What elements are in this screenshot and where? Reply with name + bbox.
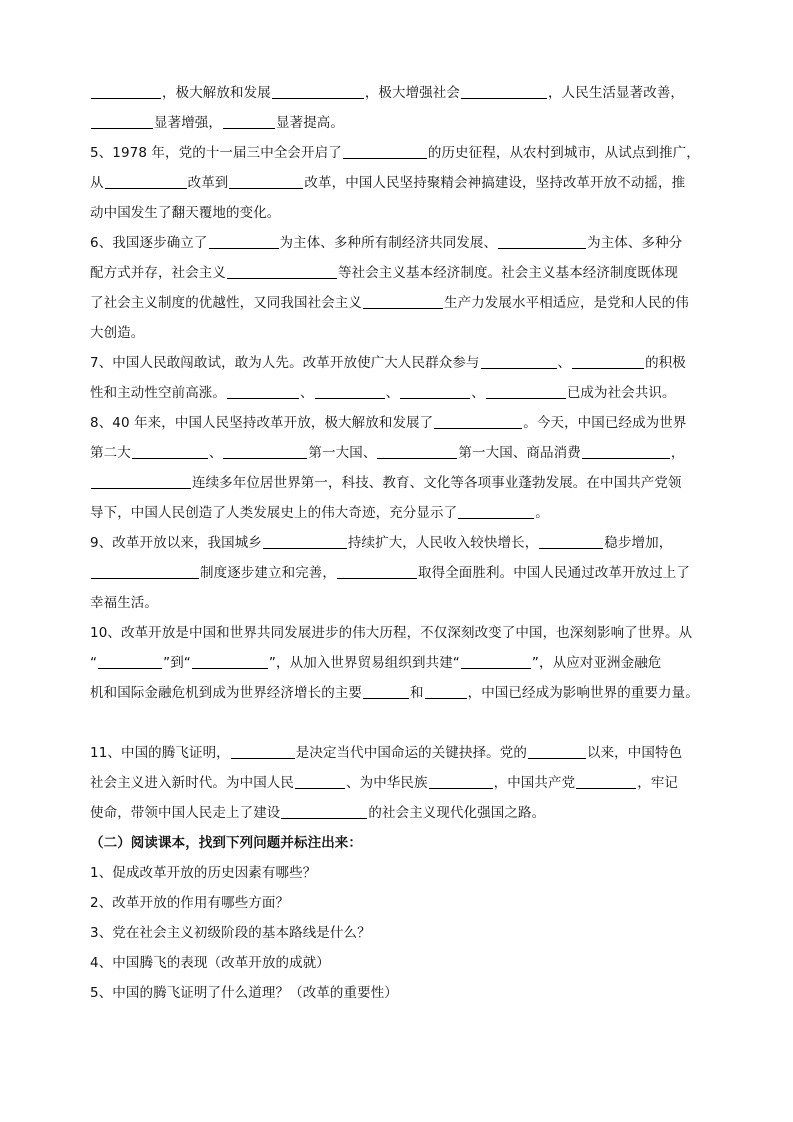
item-line [90, 768, 706, 798]
answer-blank[interactable] [576, 774, 636, 789]
item-text: 、 [208, 445, 223, 461]
item-text: ，极大增强社会 [364, 85, 461, 101]
answer-blank[interactable] [227, 384, 299, 399]
item-text: 生产力发展水平相适应，是党和人民的伟 [444, 295, 689, 311]
item-line [90, 588, 706, 618]
answer-blank[interactable] [434, 414, 522, 429]
answer-blank[interactable] [486, 384, 566, 399]
item-text: 7、中国人民敢闯敢试，敢为人先。改革开放使广大人民群众参与 [90, 355, 480, 371]
item-line [90, 168, 706, 198]
item-text: 导下，中国人民创造了人类发展史上的伟大奇迹，充分显示了 [90, 505, 458, 521]
item-text: 、 [471, 385, 485, 401]
item-line [90, 318, 706, 348]
item-text: 改革，中国人民坚持聚精会神搞建设，坚持改革开放不动摇，推 [304, 175, 686, 191]
item-line [90, 198, 706, 228]
answer-blank[interactable] [105, 174, 187, 189]
answer-blank[interactable] [498, 234, 586, 249]
fill-in-item [90, 738, 706, 828]
answer-blank[interactable] [98, 654, 162, 669]
answer-blank[interactable] [343, 144, 427, 159]
answer-blank[interactable] [227, 264, 337, 279]
item-text: 、为中华民族 [346, 775, 428, 791]
answer-blank[interactable] [461, 84, 547, 99]
item-text: 幸福生活。 [90, 595, 158, 611]
item-line [90, 798, 706, 828]
section-heading: （二）阅读课本，找到下列问题并标注出来： [90, 835, 362, 851]
item-line [90, 678, 706, 708]
item-line [90, 738, 706, 768]
item-line [90, 438, 706, 468]
answer-blank[interactable] [192, 654, 268, 669]
item-text: 的社会主义现代化强国之路。 [368, 805, 546, 821]
answer-blank[interactable] [295, 774, 345, 789]
item-text: 连续多年位居世界第一，科技、教育、文化等各项事业蓬勃发展。在中国共产党领 [192, 475, 682, 491]
item-text: 、 [385, 385, 400, 401]
item-text: ， [670, 445, 685, 461]
item-text: 从 [90, 175, 104, 191]
item-text: 制度逐步建立和完善， [200, 565, 336, 581]
answer-blank[interactable] [229, 174, 303, 189]
item-text: 5、1978 年，党的十一届三中全会开启了 [90, 145, 342, 161]
fill-in-item [90, 618, 706, 708]
item-text: 的历史征程，从农村到城市，从试点到推广， [427, 145, 700, 161]
answer-blank[interactable] [363, 294, 443, 309]
item-text: ，极大解放和发展 [162, 85, 271, 101]
item-text: 使命，带领中国人民走上了建设 [90, 805, 281, 821]
answer-blank[interactable] [223, 114, 275, 129]
question-item: 2、改革开放的作用有哪些方面？ [90, 895, 290, 911]
answer-blank[interactable] [425, 684, 467, 699]
fill-in-blank-items [90, 78, 706, 828]
item-text: 性和主动性空前高涨。 [90, 385, 226, 401]
question-item: 3、党在社会主义初级阶段的基本路线是什么？ [90, 925, 371, 941]
item-line [90, 288, 706, 318]
item-text: 。 [535, 505, 549, 521]
answer-blank[interactable] [231, 744, 295, 759]
item-line [90, 78, 706, 108]
item-text: 的积极 [645, 355, 686, 371]
item-line [90, 258, 706, 288]
item-line [90, 468, 706, 498]
item-text: ，中国已经成为影响世界的重要力量。 [467, 685, 699, 701]
item-text: 取得全面胜利。中国人民通过改革开放过上了 [418, 565, 690, 581]
item-text: 动中国发生了翻天覆地的变化。 [90, 205, 281, 221]
question-item: 4、中国腾飞的表现（改革开放的成就） [90, 955, 330, 971]
item-line [90, 618, 706, 648]
item-text: 大创造。 [90, 325, 145, 341]
item-line [90, 408, 706, 438]
item-text: “ [90, 655, 98, 671]
item-text: 10、改革开放是中国和世界共同发展进步的伟大历程，不仅深刻改变了中国，也深刻影响了世界。从 [90, 625, 693, 641]
item-text: 6、我国逐步确立了 [90, 235, 208, 251]
answer-blank[interactable] [458, 504, 534, 519]
answer-blank[interactable] [337, 564, 417, 579]
item-text: 显著提高。 [276, 115, 344, 131]
answer-blank[interactable] [363, 684, 409, 699]
question-item: 1、促成改革开放的历史因素有哪些？ [90, 865, 317, 881]
answer-blank[interactable] [223, 444, 307, 459]
fill-in-item [90, 348, 706, 408]
answer-blank[interactable] [272, 84, 364, 99]
item-text: 第一大国、商品消费 [458, 445, 581, 461]
fill-in-item [90, 78, 706, 138]
item-text: 稳步增加， [604, 535, 673, 551]
fill-in-item [90, 408, 706, 528]
answer-blank[interactable] [528, 744, 586, 759]
answer-blank[interactable] [429, 774, 493, 789]
answer-blank[interactable] [281, 804, 367, 819]
item-text: 社会主义进入新时代。为中国人民 [90, 775, 294, 791]
item-text: ”，从加入世界贸易组织到共建“ [268, 655, 460, 671]
item-line [90, 108, 706, 138]
item-text: 改革到 [187, 175, 229, 191]
item-text: 机和国际金融危机到成为世界经济增长的主要 [90, 685, 362, 701]
question-item: 5、中国的腾飞证明了什么道理？（改革的重要性） [90, 985, 398, 1001]
item-text: 是决定当代中国命运的关键抉择。党的 [295, 745, 527, 761]
answer-blank[interactable] [91, 114, 153, 129]
answer-blank[interactable] [582, 444, 670, 459]
item-text: 为主体、多种所有制经济共同发展、 [279, 235, 498, 251]
paragraph-spacer [90, 708, 706, 738]
item-text: 以来，中国特色 [586, 745, 683, 761]
item-line [90, 648, 706, 678]
item-text: 配方式并存，社会主义 [90, 265, 226, 281]
item-text: ”到“ [163, 655, 191, 671]
item-text: 等社会主义基本经济制度。社会主义基本经济制度既体现 [338, 265, 678, 281]
item-text: 。今天，中国已经成为世界 [523, 415, 687, 431]
item-text: ，人民生活显著改善， [548, 85, 685, 101]
answer-blank[interactable] [209, 234, 279, 249]
answer-blank[interactable] [377, 444, 457, 459]
item-text: 持续扩大，人民收入较快增长， [347, 535, 539, 551]
answer-blank[interactable] [572, 354, 644, 369]
item-text: 第一大国、 [308, 445, 377, 461]
item-text: 9、改革开放以来，我国城乡 [90, 535, 262, 551]
item-text: 了社会主义制度的优越性，又同我国社会主义 [90, 295, 362, 311]
item-line [90, 498, 706, 528]
answer-blank[interactable] [263, 534, 347, 549]
answer-blank[interactable] [91, 474, 191, 489]
item-text: 已成为社会共识。 [566, 385, 676, 401]
answer-blank[interactable] [481, 354, 557, 369]
answer-blank[interactable] [315, 384, 385, 399]
worksheet-page [90, 78, 706, 1008]
item-text: 、 [557, 355, 572, 371]
item-line [90, 558, 706, 588]
answer-blank[interactable] [132, 444, 208, 459]
answer-blank[interactable] [539, 534, 603, 549]
item-text: 11、中国的腾飞证明， [90, 745, 230, 761]
item-text: ，牢记 [637, 775, 679, 791]
item-text: 、 [300, 385, 314, 401]
answer-blank[interactable] [91, 564, 199, 579]
item-line [90, 138, 706, 168]
item-text: 第二大 [90, 445, 131, 461]
item-text: 为主体、多种分 [587, 235, 683, 251]
item-line [90, 228, 706, 258]
item-line [90, 528, 706, 558]
item-text: 显著增强， [154, 115, 222, 131]
item-line [90, 348, 706, 378]
fill-in-item [90, 138, 706, 228]
answer-blank[interactable] [400, 384, 470, 399]
answer-blank[interactable] [461, 654, 531, 669]
item-text: ，中国共产党 [493, 775, 576, 791]
item-text: 和 [410, 685, 424, 701]
fill-in-item [90, 528, 706, 618]
question-list [90, 858, 706, 1008]
item-line [90, 378, 706, 408]
fill-in-item [90, 228, 706, 348]
answer-blank[interactable] [91, 84, 161, 99]
item-text: 8、40 年来，中国人民坚持改革开放，极大解放和发展了 [90, 415, 434, 431]
item-text: ”，从应对亚洲金融危 [531, 655, 662, 671]
